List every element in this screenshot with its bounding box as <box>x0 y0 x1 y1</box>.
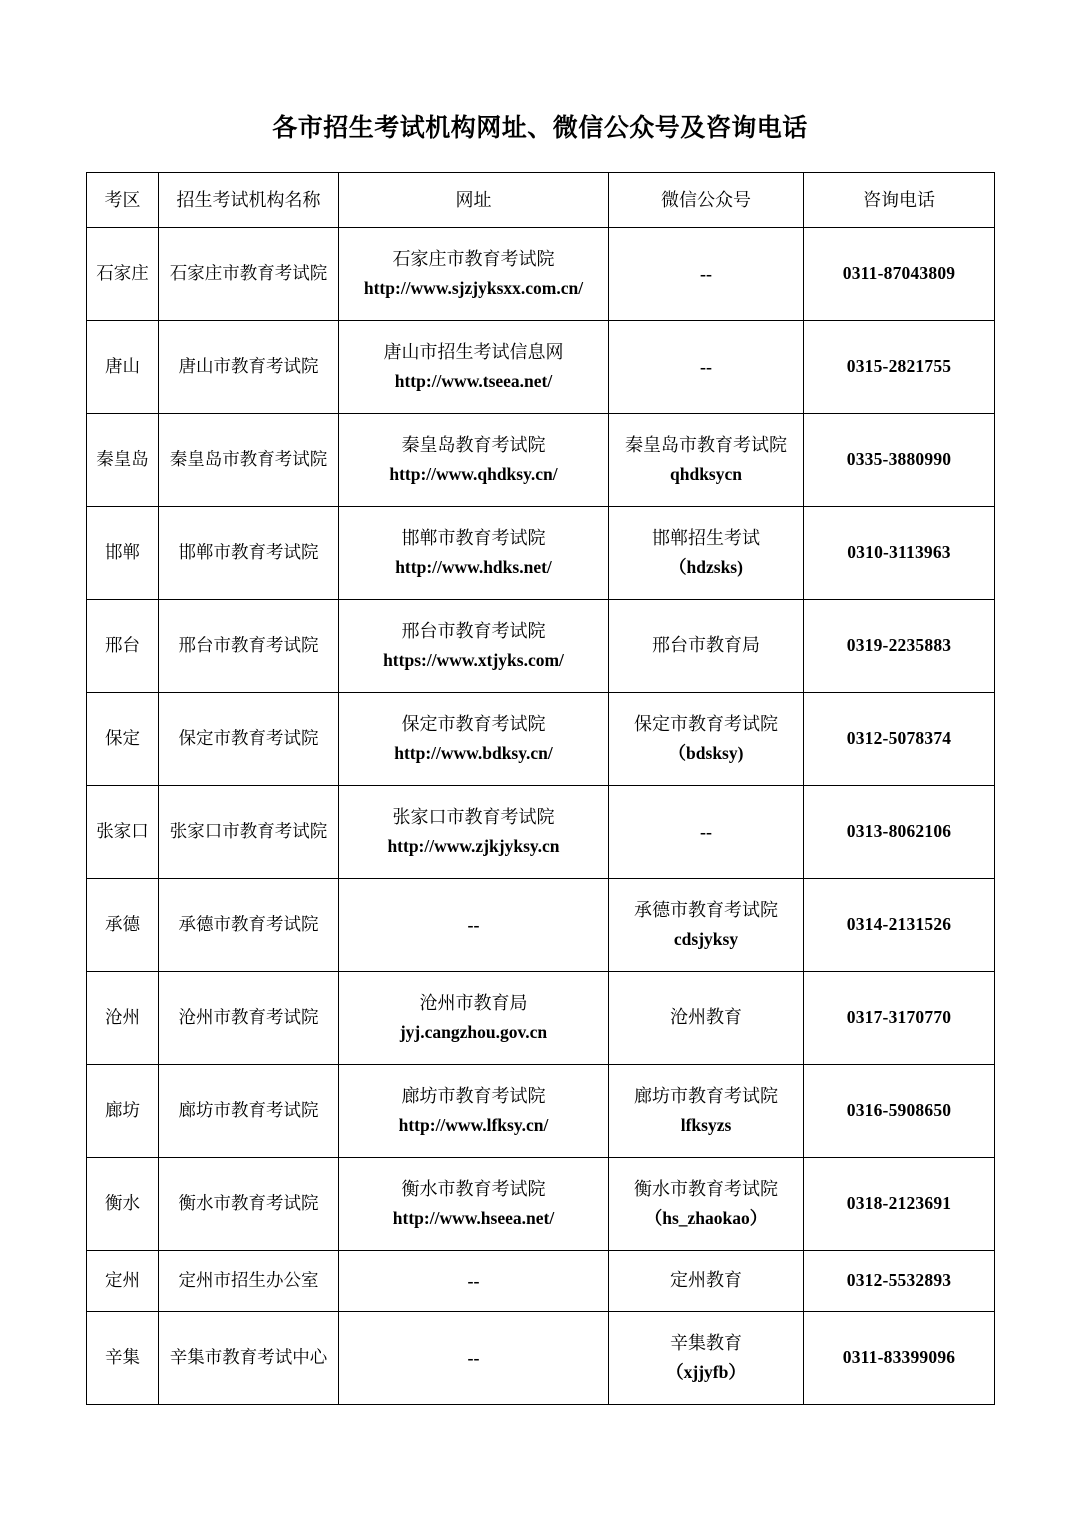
wechat-name: 沧州教育 <box>670 1006 742 1027</box>
cell-district: 秦皇岛 <box>87 414 159 507</box>
table-row <box>87 414 995 507</box>
cell-wechat <box>609 321 804 414</box>
cell-agency: 辛集市教育考试中心 <box>159 1312 339 1405</box>
cell-agency: 沧州市教育考试院 <box>159 972 339 1065</box>
cell-phone: 0312-5078374 <box>804 693 995 786</box>
cell-district: 唐山 <box>87 321 159 414</box>
column-header-wechat: 微信公众号 <box>609 173 804 228</box>
cell-phone: 0311-83399096 <box>804 1312 995 1405</box>
wechat-name: 衡水市教育考试院 <box>634 1179 778 1200</box>
table-row <box>87 228 995 321</box>
wechat-name: -- <box>700 821 712 842</box>
table-head <box>87 173 995 228</box>
table-row <box>87 507 995 600</box>
cell-wechat <box>609 1065 804 1158</box>
wechat-id: lfksyzs <box>680 1115 732 1136</box>
wechat-name: 邢台市教育局 <box>652 634 760 655</box>
table-header-row <box>87 173 995 228</box>
cell-district: 承德 <box>87 879 159 972</box>
cell-agency: 保定市教育考试院 <box>159 693 339 786</box>
table-container <box>0 172 1080 1405</box>
cell-district: 保定 <box>87 693 159 786</box>
wechat-name: 承德市教育考试院 <box>634 900 778 921</box>
cell-phone: 0315-2821755 <box>804 321 995 414</box>
cell-agency: 定州市招生办公室 <box>159 1251 339 1312</box>
website-name: 石家庄市教育考试院 <box>392 249 555 270</box>
cell-website <box>339 321 609 414</box>
cell-website <box>339 693 609 786</box>
cell-agency: 邯郸市教育考试院 <box>159 507 339 600</box>
cell-phone: 0314-2131526 <box>804 879 995 972</box>
website-name: 张家口市教育考试院 <box>392 807 555 828</box>
cell-agency: 廊坊市教育考试院 <box>159 1065 339 1158</box>
website-url: http://www.hseea.net/ <box>392 1208 555 1229</box>
column-header-agency: 招生考试机构名称 <box>159 173 339 228</box>
cell-agency: 衡水市教育考试院 <box>159 1158 339 1251</box>
website-name: -- <box>467 914 480 935</box>
wechat-name: -- <box>700 356 712 377</box>
wechat-name: 廊坊市教育考试院 <box>634 1086 778 1107</box>
cell-wechat <box>609 600 804 693</box>
table-row <box>87 786 995 879</box>
cell-website <box>339 600 609 693</box>
cell-wechat <box>609 1251 804 1312</box>
column-header-website: 网址 <box>339 173 609 228</box>
website-name: 保定市教育考试院 <box>401 714 546 735</box>
website-name: -- <box>467 1347 480 1368</box>
cell-wechat <box>609 879 804 972</box>
cell-district: 定州 <box>87 1251 159 1312</box>
wechat-id: cdsjyksy <box>673 929 739 950</box>
table-row <box>87 1158 995 1251</box>
wechat-name: 辛集教育 <box>670 1333 742 1354</box>
table-row <box>87 693 995 786</box>
cell-website <box>339 507 609 600</box>
wechat-name: -- <box>700 263 712 284</box>
cell-wechat <box>609 414 804 507</box>
cell-agency: 唐山市教育考试院 <box>159 321 339 414</box>
page-title: 各市招生考试机构网址、微信公众号及咨询电话 <box>272 115 808 142</box>
wechat-id: （hdzsks) <box>669 557 743 578</box>
cell-district: 辛集 <box>87 1312 159 1405</box>
website-url: http://www.qhdksy.cn/ <box>389 464 558 485</box>
cell-phone: 0316-5908650 <box>804 1065 995 1158</box>
website-url: http://www.bdksy.cn/ <box>394 743 553 764</box>
cell-district: 沧州 <box>87 972 159 1065</box>
cell-district: 石家庄 <box>87 228 159 321</box>
website-url: jyj.cangzhou.gov.cn <box>399 1022 548 1043</box>
table-row <box>87 1312 995 1405</box>
website-url: https://www.xtjyks.com/ <box>383 650 564 671</box>
cell-website <box>339 879 609 972</box>
table-row <box>87 972 995 1065</box>
cell-district: 邯郸 <box>87 507 159 600</box>
cell-phone: 0317-3170770 <box>804 972 995 1065</box>
cell-website <box>339 786 609 879</box>
cell-agency: 秦皇岛市教育考试院 <box>159 414 339 507</box>
column-header-phone: 咨询电话 <box>804 173 995 228</box>
cell-agency: 张家口市教育考试院 <box>159 786 339 879</box>
table-row <box>87 879 995 972</box>
table-row <box>87 600 995 693</box>
website-name: 邢台市教育考试院 <box>401 621 546 642</box>
cell-website <box>339 1312 609 1405</box>
website-url: http://www.hdks.net/ <box>395 557 552 578</box>
wechat-id: （xjjyfb） <box>666 1362 746 1383</box>
cell-phone: 0335-3880990 <box>804 414 995 507</box>
exam-agency-table <box>86 172 995 1405</box>
website-name: 沧州市教育局 <box>419 993 528 1014</box>
cell-wechat <box>609 1312 804 1405</box>
cell-phone: 0318-2123691 <box>804 1158 995 1251</box>
website-name: 衡水市教育考试院 <box>401 1179 546 1200</box>
website-url: http://www.zjkjyksy.cn <box>387 836 560 857</box>
cell-wechat <box>609 786 804 879</box>
cell-district: 邢台 <box>87 600 159 693</box>
column-header-district: 考区 <box>87 173 159 228</box>
wechat-id: （bdsksy) <box>668 743 744 764</box>
wechat-id: qhdksycn <box>670 464 742 485</box>
cell-website <box>339 1251 609 1312</box>
wechat-name: 秦皇岛市教育考试院 <box>625 435 787 456</box>
website-url: http://www.lfksy.cn/ <box>398 1115 549 1136</box>
website-url: http://www.sjzjyksxx.com.cn/ <box>363 278 584 299</box>
cell-website <box>339 228 609 321</box>
cell-district: 廊坊 <box>87 1065 159 1158</box>
wechat-name: 保定市教育考试院 <box>634 714 778 735</box>
cell-website <box>339 414 609 507</box>
cell-phone: 0312-5532893 <box>804 1251 995 1312</box>
cell-website <box>339 1065 609 1158</box>
cell-website <box>339 972 609 1065</box>
cell-phone: 0311-87043809 <box>804 228 995 321</box>
cell-wechat <box>609 228 804 321</box>
cell-district: 张家口 <box>87 786 159 879</box>
cell-agency: 承德市教育考试院 <box>159 879 339 972</box>
website-name: 邯郸市教育考试院 <box>401 528 546 549</box>
cell-wechat <box>609 1158 804 1251</box>
wechat-name: 定州教育 <box>670 1269 742 1290</box>
table-row <box>87 1251 995 1312</box>
cell-wechat <box>609 972 804 1065</box>
cell-wechat <box>609 507 804 600</box>
website-url: http://www.tseea.net/ <box>394 371 553 392</box>
cell-agency: 石家庄市教育考试院 <box>159 228 339 321</box>
cell-agency: 邢台市教育考试院 <box>159 600 339 693</box>
cell-district: 衡水 <box>87 1158 159 1251</box>
table-body <box>87 228 995 1405</box>
cell-wechat <box>609 693 804 786</box>
website-name: 秦皇岛教育考试院 <box>401 435 546 456</box>
cell-phone: 0313-8062106 <box>804 786 995 879</box>
table-row <box>87 1065 995 1158</box>
cell-phone: 0319-2235883 <box>804 600 995 693</box>
website-name: 廊坊市教育考试院 <box>401 1086 546 1107</box>
website-name: -- <box>467 1270 480 1291</box>
wechat-id: （hs_zhaokao） <box>644 1208 768 1229</box>
cell-website <box>339 1158 609 1251</box>
table-row <box>87 321 995 414</box>
wechat-name: 邯郸招生考试 <box>652 528 760 549</box>
cell-phone: 0310-3113963 <box>804 507 995 600</box>
website-name: 唐山市招生考试信息网 <box>383 342 564 363</box>
